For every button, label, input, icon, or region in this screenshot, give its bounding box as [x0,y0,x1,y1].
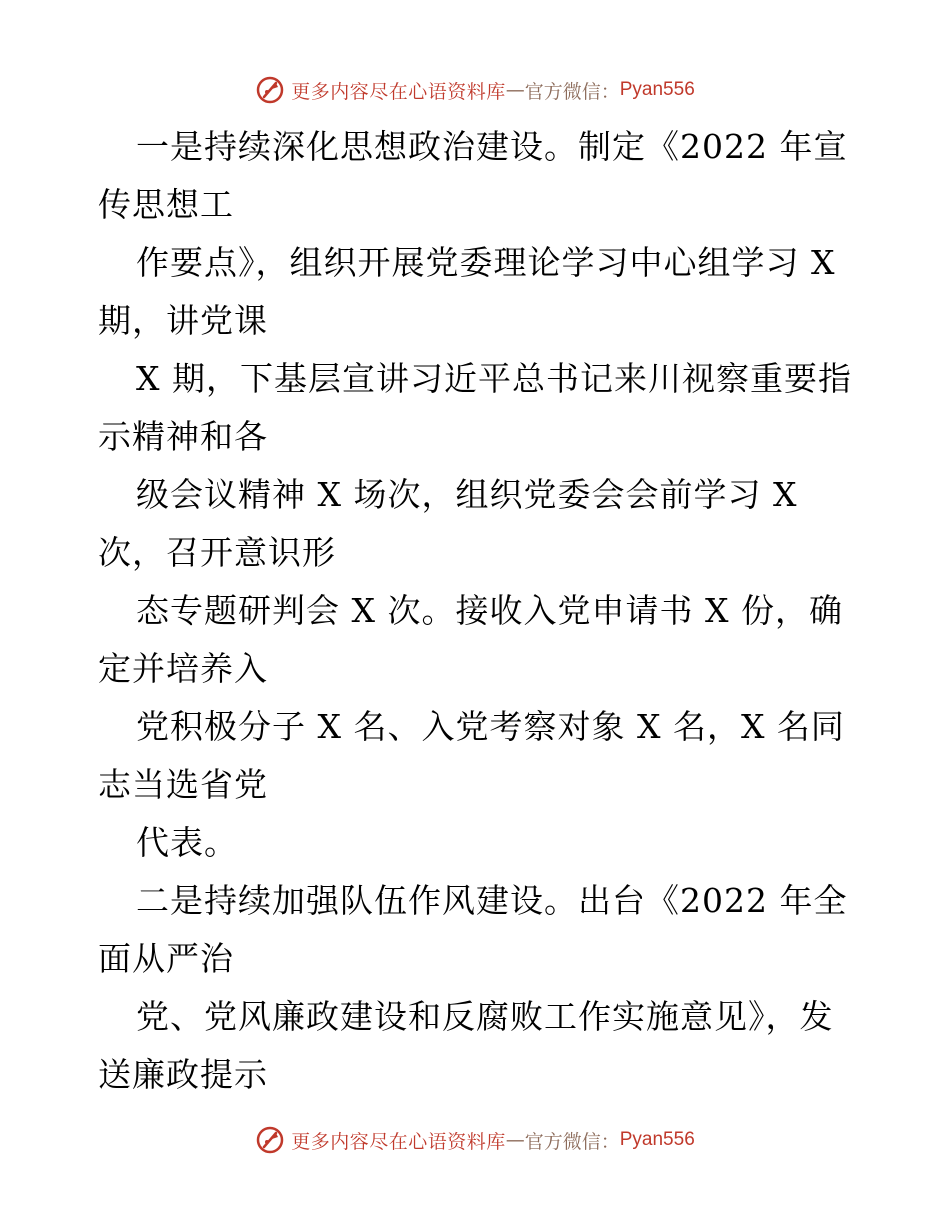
text-line: 党、党风廉政建设和反腐败工作实施意见》，发 [136,997,834,1036]
quill-logo-icon [255,1125,285,1155]
watermark-separator: — [505,79,525,101]
watermark-official-label: 官方微信： [524,1130,620,1153]
watermark-wechat-id: Pyan556 [619,1129,695,1150]
text-line: 期，讲党课 [98,301,268,340]
watermark-text: 更多内容尽在心语资料库 [291,80,506,103]
text-line: 级会议精神 X 场次，组织党委会会前学习 X [136,475,798,514]
text-line: 二是持续加强队伍作风建设。出台《2022 年全 [136,881,848,920]
quill-logo-icon [255,75,285,105]
text-line: 送廉政提示 [98,1055,268,1094]
header-watermark [0,70,950,110]
text-line: 面从严治 [98,939,234,978]
text-line: 次，召开意识形 [98,533,336,572]
footer-watermark [0,1120,950,1160]
text-line: 态专题研判会 X 次。接收入党申请书 X 份，确 [136,591,843,630]
text-line: 定并培养入 [98,649,268,688]
text-line: 党积极分子 X 名、入党考察对象 X 名，X 名同 [136,707,845,746]
text-line: 示精神和各 [98,417,268,456]
text-line: 传思想工 [98,185,234,224]
watermark-separator: — [505,1129,525,1151]
text-line: 作要点》，组织开展党委理论学习中心组学习 X [136,243,836,282]
document-body [98,118,858,1104]
watermark-text: 更多内容尽在心语资料库 [291,1130,506,1153]
text-line: 志当选省党 [98,765,268,804]
text-line: 代表。 [136,823,238,862]
watermark-wechat-id: Pyan556 [619,79,695,100]
text-line: X 期，下基层宣讲习近平总书记来川视察重要指 [136,359,852,398]
watermark-official-label: 官方微信： [524,80,620,103]
text-line: 一是持续深化思想政治建设。制定《2022 年宣 [136,127,848,166]
